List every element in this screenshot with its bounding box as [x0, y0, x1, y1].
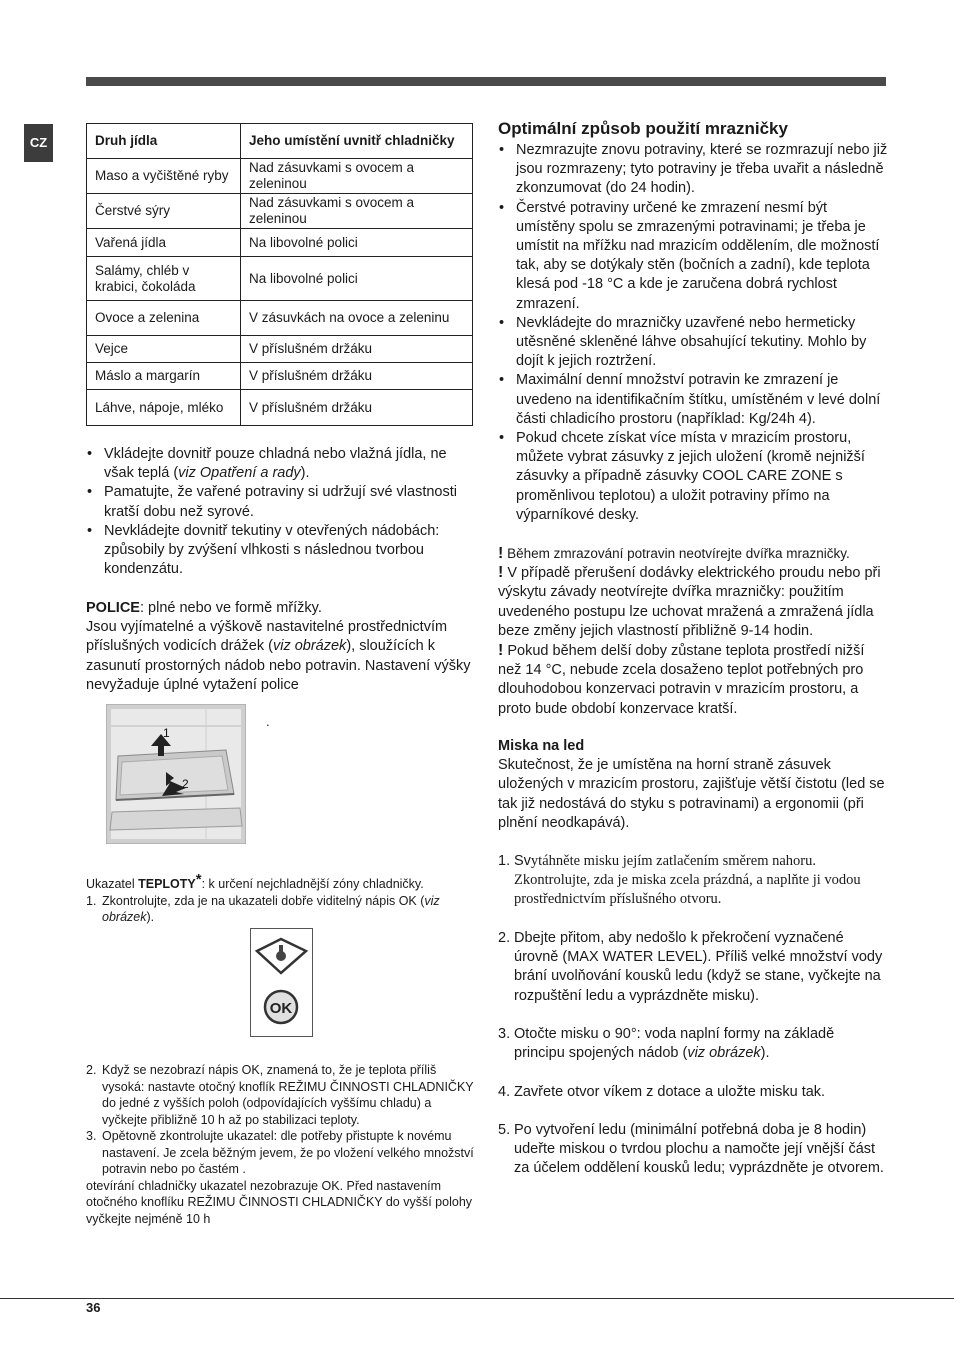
table-header-row [87, 124, 473, 159]
ice-tray-section [498, 737, 888, 833]
table-cell: Nad zásuvkami s ovocem a zeleninou [241, 159, 473, 194]
shelf-illustration [106, 704, 246, 844]
ice-title: Miska na led [498, 738, 585, 754]
warning-2: ! V případě přerušení dodávky elektrického proudu nebo při výskytu závady neotvírejte dvířka mrazničky: použitím uvedeného postupu lze uchovat mražená a zmražená jídla beze změny jejich vlastností přibližně 9-14 hodin. [498, 564, 881, 639]
ok-indicator-icon [251, 929, 312, 1036]
shelf-label-2: 2 [182, 777, 189, 791]
table-cell: Vařená jídla [87, 229, 241, 257]
table-header-cell: Jeho umístění uvnitř chladničky [241, 124, 473, 159]
top-rule [86, 77, 886, 86]
bottom-rule [0, 1298, 954, 1299]
table-row [87, 390, 473, 426]
indicator-tail: otevírání chladničky ukazatel nezobrazuje OK. Před nastavením otočného knoflíku REŽIMU ČINNOSTI CHLADNIČKY do vyšší polohy vyčkejte nejméně 10 h [86, 1178, 473, 1226]
ok-label: OK [269, 1000, 293, 1017]
left-bullets [86, 445, 478, 579]
indicator-section [86, 872, 478, 926]
indicator-step-3: 3. Opětovně zkontrolujte ukazatel: dle potřeby přistupte k novému nastavení. Je zcela běžným jevem, že po vložení velkého množství potravin nebo po častém . [86, 1129, 474, 1176]
table-header-cell: Druh jídla [87, 124, 241, 159]
ice-step-2: 2. Dbejte přitom, aby nedošlo k překročení vyznačené úrovně (MAX WATER LEVEL). Příliš velké množství vody brání uvolňování kousků ledu (když se stane, vyčkejte na rozpuštění ledu a vyprázdněte misku). [498, 930, 883, 1004]
table-row [87, 363, 473, 390]
language-tab: CZ [24, 124, 53, 162]
table-row [87, 229, 473, 257]
table-cell: V příslušném držáku [241, 336, 473, 363]
freezer-section [498, 119, 888, 525]
list-item: • Pokud chcete získat více místa v mrazicím prostoru, můžete vybrat zásuvky z jejich uložení (kromě nejnižší zásuvky a případně zásuvky COOL CARE ZONE s proměnlivou teplotou) a uložit potraviny přímo na výparníkové desky. [498, 429, 888, 525]
table-cell: Čerstvé sýry [87, 194, 241, 229]
list-item: • Čerstvé potraviny určené ke zmrazení nesmí být umístěny spolu se zmrazenými potravinami; je třeba je umístit na mřížku nad mrazicím oddělením, dle možností tak, aby se dotýkaly stěn (bočních a zadní), kde teplota klesá pod -18 °C a kde je zaručena dobrá rychlost zmrazení. [498, 199, 888, 314]
list-item: • Nezmrazujte znovu potraviny, které se rozmrazují nebo již jsou rozmrazeny; tyto potraviny je třeba uvařit a následně zkonzumovat (do 24 hodin). [498, 141, 888, 199]
ice-step-3: 3. Otočte misku o 90°: voda naplní formy na základě principu spojených nádob (viz obrázek). [498, 1026, 835, 1062]
table-row [87, 301, 473, 336]
table-cell: Vejce [87, 336, 241, 363]
shelf-figure [106, 704, 246, 844]
table-cell: Ovoce a zelenina [87, 301, 241, 336]
ice-step-5: 5. Po vytvoření ledu (minimální potřebná doba je 8 hodin) udeřte miskou o tvrdou plochu a namočte její vnější část za účelem oddělení kousků ledu; vyprázdněte je otvorem. [498, 1122, 884, 1177]
ok-indicator-figure [250, 928, 313, 1037]
table-cell: Máslo a margarín [87, 363, 241, 390]
food-placement-table [86, 123, 473, 426]
table-cell: Salámy, chléb v krabici, čokoláda [87, 257, 241, 301]
police-heading-line: POLICE: plné nebo ve formě mřížky. [86, 600, 322, 616]
table-cell: Maso a vyčištěné ryby [87, 159, 241, 194]
indicator-heading: Ukazatel TEPLOTY*: k určení nejchladnější zóny chladničky. [86, 871, 424, 891]
table-row [87, 336, 473, 363]
police-paragraph: Jsou vyjímatelné a výškově nastavitelné prostřednictvím příslušných vodicích drážek (viz obrázek), sloužících k zasunutí prostorných nádob nebo potravin. Nastavení výšky nevyžaduje úplné vytažení police [86, 619, 471, 693]
page-number: 36 [86, 1300, 101, 1315]
table-cell: Nad zásuvkami s ovocem a zeleninou [241, 194, 473, 229]
list-item: • Pamatujte, že vařené potraviny si udržují své vlastnosti kratší dobu než syrové. [86, 483, 478, 521]
ice-step-1: 1. Svytáhněte misku jejím zatlačením směrem nahoru. Zkontrolujte, zda je miska zcela prázdná, a naplňte ji vodou prostřednictvím příslušného otvoru. [498, 853, 861, 908]
table-cell: V zásuvkách na ovoce a zeleninu [241, 301, 473, 336]
table-row [87, 257, 473, 301]
section-title: Optimální způsob použití mrazničky [498, 119, 788, 138]
table-row [87, 194, 473, 229]
ice-step-4: 4. Zavřete otvor víkem z dotace a uložte misku tak. [498, 1084, 826, 1100]
warning-3: ! Pokud během delší doby zůstane teplota prostředí nižší než 14 °C, nebude zcela dosaženo teplot potřebných pro dlouhodobou konzervaci potravin v mrazicím prostoru, a proto bude období konzervace kratší. [498, 642, 865, 717]
table-row [87, 159, 473, 194]
indicator-step-2: 2. Když se nezobrazí nápis OK, znamená to, že je teplota příliš vysoká: nastavte otočný knoflík REŽIMU ČINNOSTI CHLADNIČKY do jedné z vyšších poloh (odpovídajících vyššímu chladu) a vyčkejte přibližně 10 h až po stabilizaci teploty. [86, 1063, 474, 1127]
list-item: • Vkládejte dovnitř pouze chladná nebo vlažná jídla, ne však teplá (viz Opatření a rady). [86, 445, 478, 483]
list-item: • Maximální denní množství potravin ke zmrazení je uvedeno na identifikačním štítku, umístěném v levé dolní části chladicího prostoru (například: Kg/24h 4). [498, 371, 888, 429]
indicator-steps-continued [86, 1062, 478, 1227]
indicator-step-1: 1. Zkontrolujte, zda je na ukazateli dobře viditelný nápis OK (viz obrázek). [86, 893, 440, 924]
warning-1: ! Během zmrazování potravin neotvírejte dvířka mrazničky. [498, 545, 850, 562]
table-cell: V příslušném držáku [241, 363, 473, 390]
warnings [498, 544, 888, 719]
list-item: • Nevkládejte do mrazničky uzavřené nebo hermeticky utěsněné skleněné láhve obsahující tekutiny. Mohlo by dojít k jejich roztržení. [498, 314, 888, 372]
shelf-label-1: 1 [163, 726, 170, 740]
list-item: • Nevkládejte dovnitř tekutiny v otevřených nádobách: způsobily by zvýšení vlhkosti s následnou tvorbou kondenzátu. [86, 522, 478, 580]
table-cell: Láhve, nápoje, mléko [87, 390, 241, 426]
ice-text: Skutečnost, že je umístěna na horní straně zásuvek uložených v mrazicím prostoru, zajišťuje větší čistotu (led se tak již nedostává do styku s potravinami) a ergonomii (při plnění neodkapává). [498, 757, 885, 831]
table-cell: Na libovolné polici [241, 257, 473, 301]
police-section [86, 599, 478, 695]
table-cell: V příslušném držáku [241, 390, 473, 426]
shelf-dot: . [266, 714, 270, 729]
table-cell: Na libovolné polici [241, 229, 473, 257]
